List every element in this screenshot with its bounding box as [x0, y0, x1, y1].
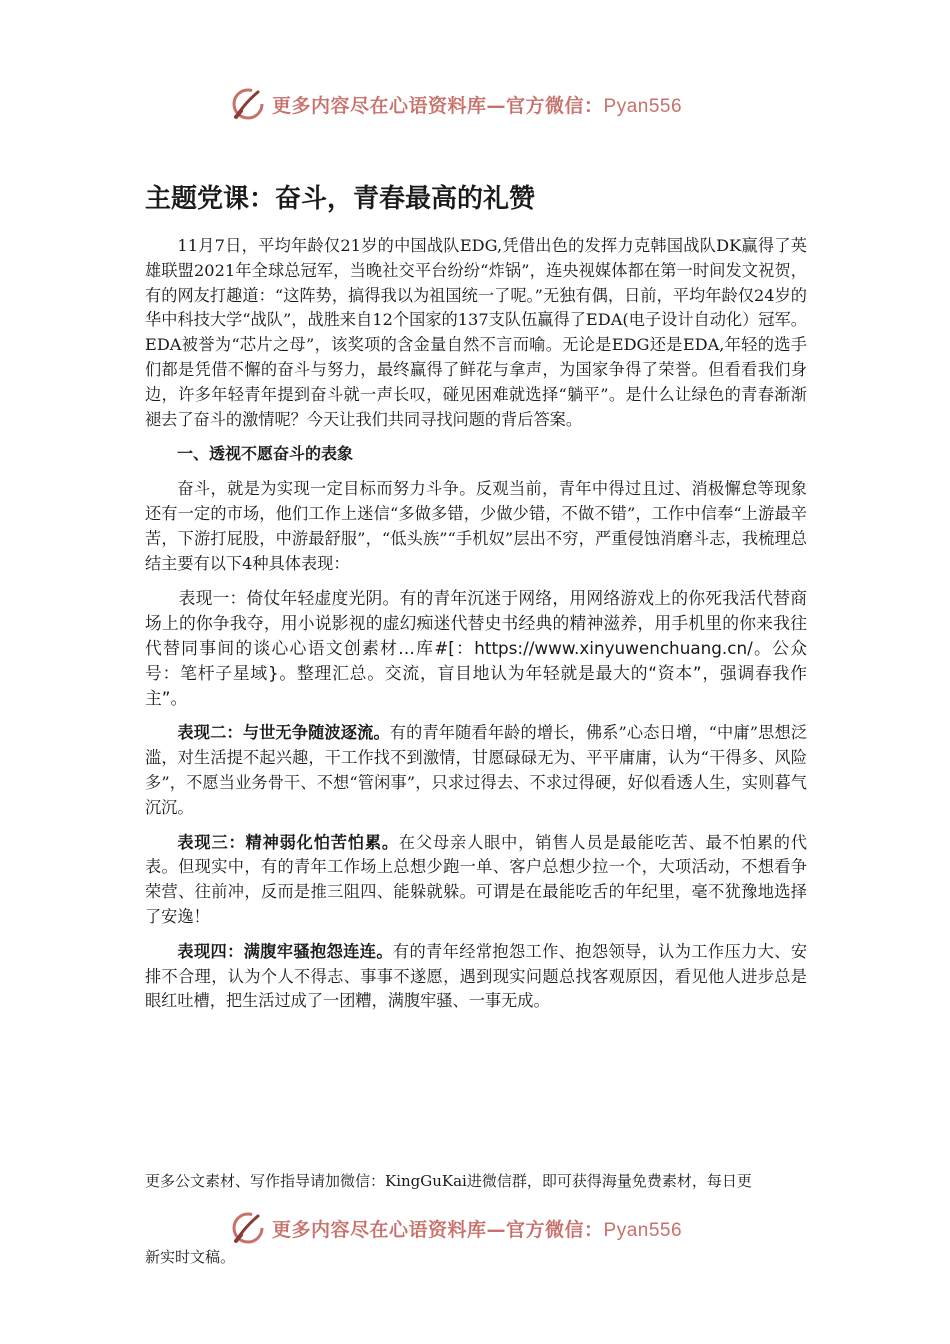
- banner-text: [272, 1215, 682, 1242]
- banner-text: [272, 91, 682, 118]
- footer-note-continued: 新实时文稿。: [145, 1248, 236, 1266]
- footer-note: 更多公文素材、写作指导请加微信：KingGuKai进微信群，即可获得海量免费素材，每日更: [145, 1172, 752, 1190]
- item-text: 有的青年经常抱怨工作、抱怨领导，认为工作压力大、安排不合理，认为个人不得志、事事不遂愿，遇到现实问题总找客观原因，看见他人进步总是眼红吐槽，把生活过成了一团糟，满腹牢骚、一事无成。: [145, 941, 808, 1011]
- item-lead: 表现四：满腹牢骚抱怨连连。: [177, 941, 393, 961]
- item-text: 有的青年随看年龄的增长，佛系”心态日增，“中庸”思想泛滥，对生活提不起兴趣，干工作找不到激情，甘愿碌碌无为、平平庸庸，认为“干得多、风险多”，不愿当业务骨干、不想“管闲事”，只求过得去、不求过得硬，好似看透人生，实则暮气沉沉。: [145, 723, 808, 817]
- item-text: 在父母亲人眼中，销售人员是最能吃苦、最不怕累的代表。但现实中，有的青年工作场上总想少跑一单、客户总想少拉一个，大项活动，不想看争荣营、往前冲，反而是推三阻四、能躲就躲。可谓是在最能吃舌的年纪里，毫不犹豫地选择了安逸！: [145, 832, 808, 926]
- item-paragraph-2: [145, 721, 807, 820]
- banner-chinese: 更多内容尽在心语资料库—官方微信：: [272, 94, 604, 117]
- document-title: 主题党课：奋斗，青春最高的礼赞: [145, 184, 536, 214]
- brush-logo-icon: [228, 84, 268, 124]
- banner-chinese: 更多内容尽在心语资料库—官方微信：: [272, 1218, 604, 1241]
- document-body: [145, 234, 807, 1024]
- banner-wechat-id: Pyan556: [603, 1219, 683, 1241]
- item-paragraph-3: [145, 831, 807, 930]
- intro-paragraph: 11月7日，平均年龄仅21岁的中国战队EDG,凭借出色的发挥力克韩国战队DK赢得了英雄联盟2021年全球总冠军，当晚社交平台纷纷“炸锅”，连央视媒体都在第一时间发文祝贺，有的网友打趣道：“这阵势，搞得我以为祖国统一了呢。”无独有偶，日前，平均年龄仅24岁的华中科技大学“战队”，战胜来自12个国家的137支队伍赢得了EDA(电子设计自动化）冠军。EDA被誉为“芯片之母”，该奖项的含金量自然不言而喻。无论是EDG还是EDA,年轻的选手们都是凭借不懈的奋斗与努力，最终赢得了鲜花与拿声，为国家争得了荣誉。但看看我们身边，许多年轻青年提到奋斗就一声长叹，碰见困难就选择“躺平”。是什么让绿色的青春渐渐褪去了奋斗的激情呢？今天让我们共同寻找问题的背后答案。: [145, 236, 807, 429]
- section-heading: 一、透视不愿奋斗的表象: [177, 444, 354, 464]
- body-paragraph: 奋斗，就是为实现一定目标而努力斗争。反观当前，青年中得过且过、消极懈怠等现象还有一定的市场，他们工作上迷信“多做多错，少做少错，不做不错”，工作中信奉“上游最辛苦，下游打屁股，中游最舒服”，“低头族”“手机奴”层出不穷，严重侵蚀消磨斗志，我梳理总结主要有以下4种具体表现：: [145, 479, 807, 573]
- item-lead: 表现二：与世无争随波逐流。: [177, 723, 390, 743]
- banner-wechat-id: Pyan556: [603, 95, 683, 117]
- item-paragraph-1: 表现一：倚仗年轻虚度光阴。有的青年沉迷于网络，用网络游戏上的你死我活代替商场上的你争我夺，用小说影视的虚幻痴迷代替史书经典的精神滋养，用手机里的你来我往代替同事间的谈心心语文创素材…库#[：https://www.xinyuwenchuang.cn/。公众号：笔杆子星域}。整理汇总。交流，盲目地认为年轻就是最大的“资本”，强调春我作主”。: [145, 588, 807, 709]
- item-lead: 表现三：精神弱化怕苦怕累。: [177, 832, 399, 852]
- brush-logo-icon: [228, 1208, 268, 1248]
- footer-banner: [228, 1208, 682, 1248]
- header-banner: [228, 84, 682, 124]
- item-paragraph-4: [145, 940, 807, 1014]
